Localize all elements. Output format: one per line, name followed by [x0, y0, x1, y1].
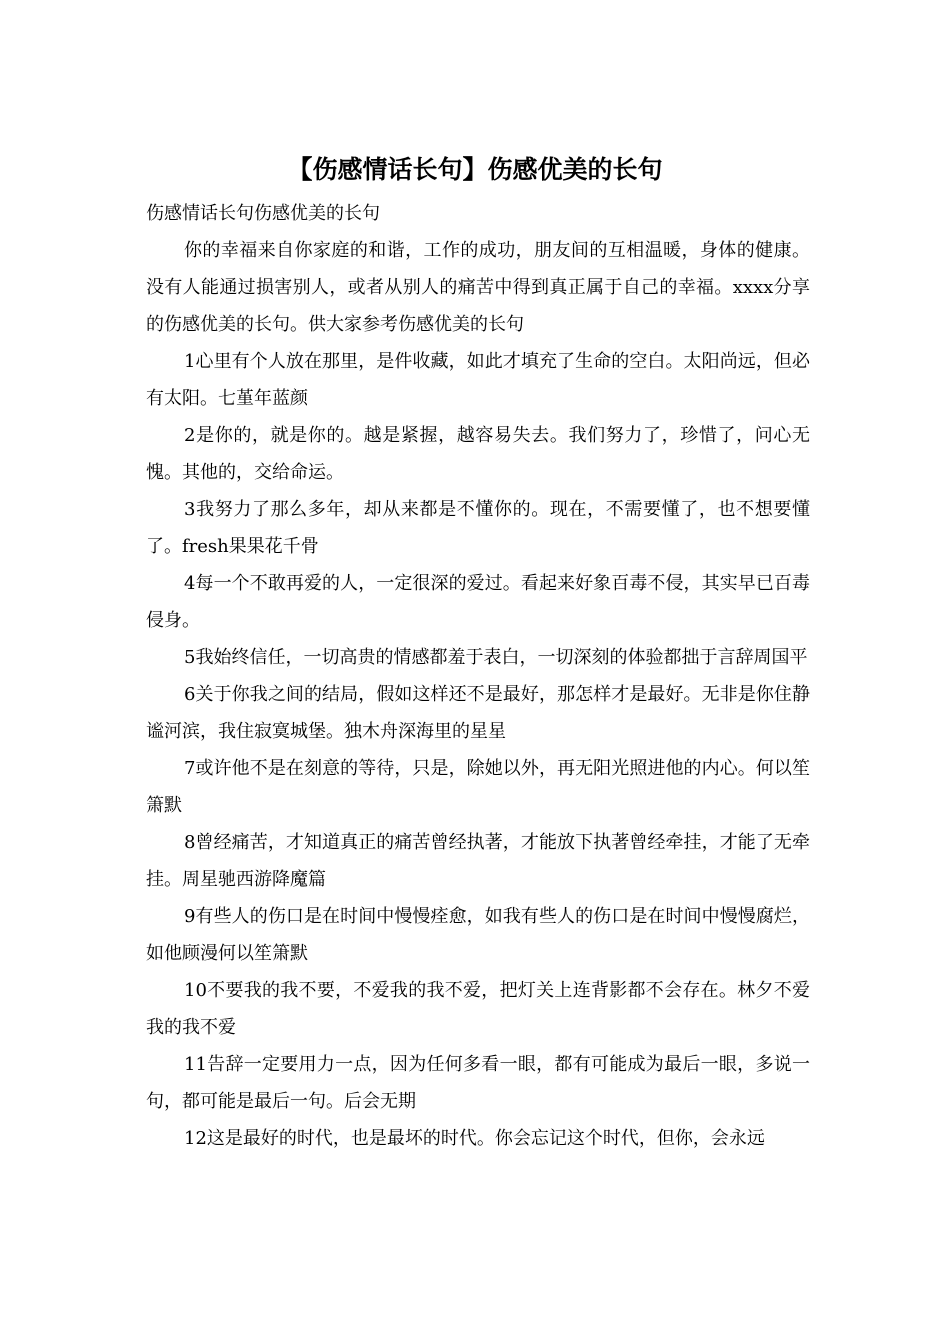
intro-paragraph: 你的幸福来自你家庭的和谐，工作的成功，朋友间的互相温暖，身体的健康。没有人能通过损害别人，或者从别人的痛苦中得到真正属于自己的幸福。xxxx分享的伤感优美的长句。供大家参考伤感优美的长句	[146, 240, 810, 335]
quote-paragraph: 2是你的，就是你的。越是紧握，越容易失去。我们努力了，珍惜了，问心无愧。其他的，交给命运。	[146, 425, 810, 483]
quote-paragraph: 4每一个不敢再爱的人，一定很深的爱过。看起来好象百毒不侵，其实早已百毒侵身。	[146, 573, 810, 631]
quote-paragraph: 5我始终信任，一切高贵的情感都羞于表白，一切深刻的体验都拙于言辞周国平	[184, 647, 808, 668]
quote-paragraph: 12这是最好的时代，也是最坏的时代。你会忘记这个时代，但你，会永远	[184, 1128, 765, 1149]
quote-paragraph: 1心里有个人放在那里，是件收藏，如此才填充了生命的空白。太阳尚远，但必有太阳。七堇年蓝颜	[146, 351, 810, 409]
quote-paragraph: 3我努力了那么多年，却从来都是不懂你的。现在，不需要懂了，也不想要懂了。fresh果果花千骨	[146, 499, 810, 557]
quote-paragraph: 8曾经痛苦，才知道真正的痛苦曾经执著，才能放下执著曾经牵挂，才能了无牵挂。周星驰西游降魔篇	[146, 832, 810, 890]
document-subtitle: 伤感情话长句伤感优美的长句	[146, 203, 380, 224]
document-body	[146, 195, 810, 1157]
quote-paragraph: 7或许他不是在刻意的等待，只是，除她以外，再无阳光照进他的内心。何以笙箫默	[146, 758, 810, 816]
quote-paragraph: 11告辞一定要用力一点，因为任何多看一眼，都有可能成为最后一眼，多说一句，都可能是最后一句。后会无期	[146, 1054, 810, 1112]
quote-paragraph: 9有些人的伤口是在时间中慢慢痊愈，如我有些人的伤口是在时间中慢慢腐烂，如他顾漫何以笙箫默	[146, 906, 810, 964]
quote-paragraph: 10不要我的我不要，不爱我的我不爱，把灯关上连背影都不会存在。林夕不爱我的我不爱	[146, 980, 810, 1038]
document-title: 【伤感情话长句】伤感优美的长句	[287, 155, 663, 184]
quote-paragraph: 6关于你我之间的结局，假如这样还不是最好，那怎样才是最好。无非是你住静谧河滨，我住寂寞城堡。独木舟深海里的星星	[146, 684, 810, 742]
